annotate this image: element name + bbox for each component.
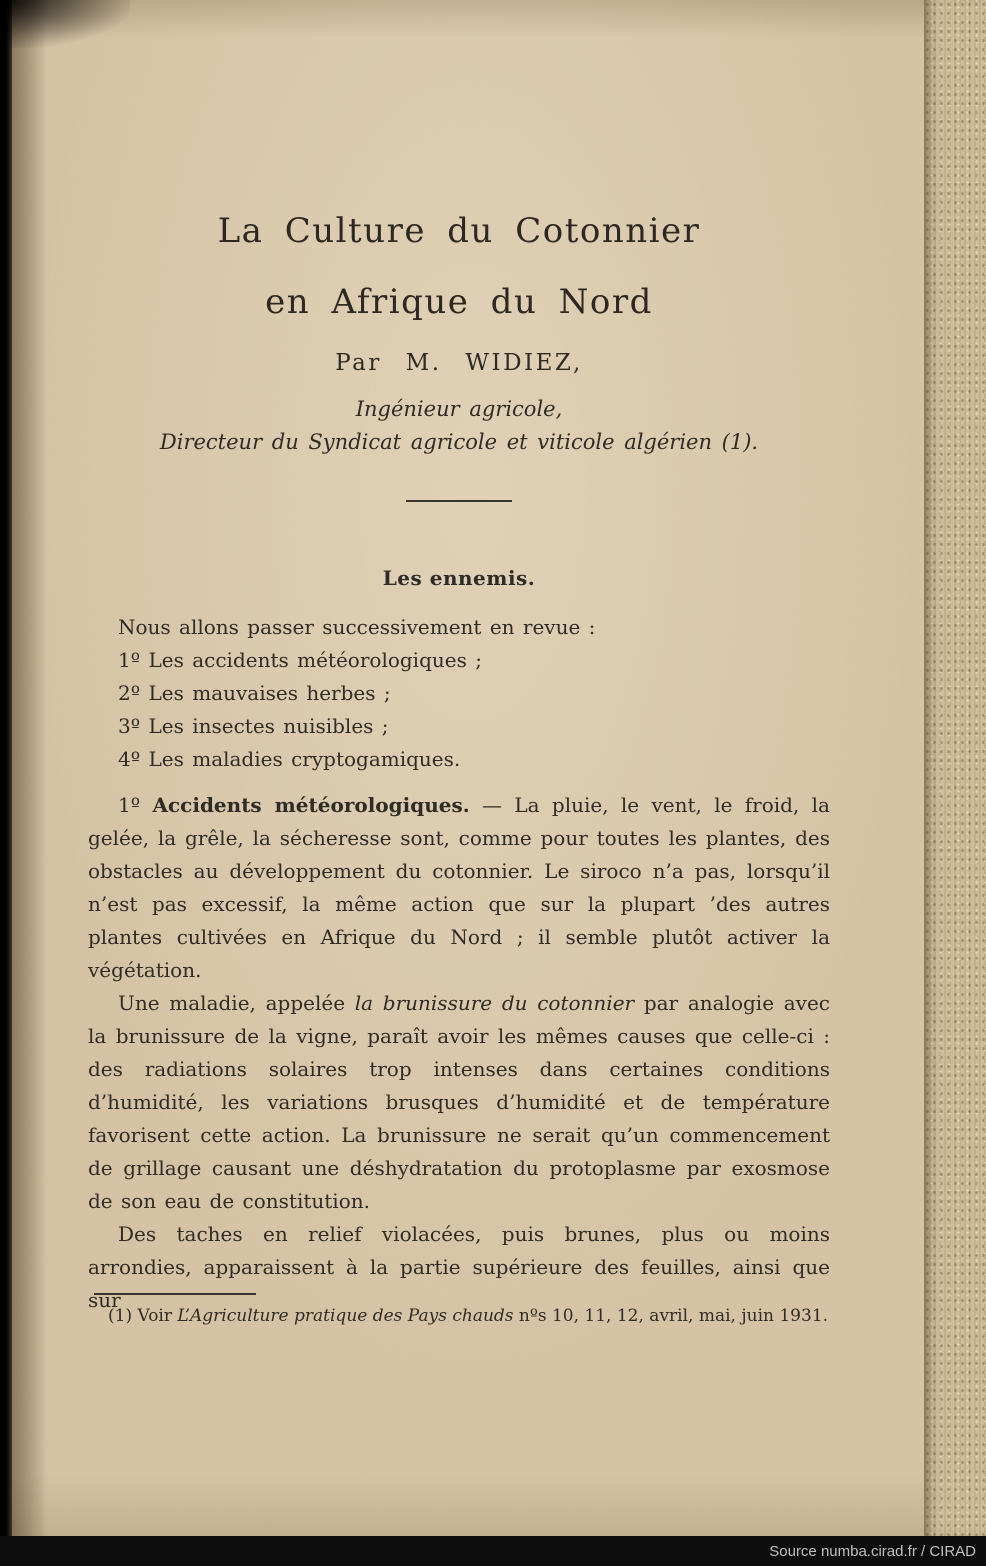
source-credit: Source numba.cirad.fr / CIRAD (769, 1542, 976, 1560)
paragraph-body: par analogie avec la brunissure de la vigne, paraît avoir les mêmes causes que celle-ci : des radiations solaires trop intenses dans certaines conditions d’humidité, les variations brusques d’humidité et de température favorisent cette action. La brunissure ne serait qu’un commencement de grillage causant une déshydratation du protoplasme par exosmose de son eau de constitution. (88, 991, 830, 1213)
footnote-divider (94, 1293, 256, 1295)
title-line-2: en Afrique du Nord (265, 282, 653, 322)
list-item: 1º Les accidents météorologiques ; (118, 648, 482, 672)
top-left-shadow (0, 0, 130, 48)
byline: Par M. WIDIEZ, (335, 350, 583, 376)
author-roles (88, 393, 830, 459)
footnote-body: nºs 10, 11, 12, avril, mai, juin 1931. (513, 1306, 829, 1326)
author-role-1: Ingénieur agricole, (355, 397, 563, 421)
book-binding (0, 0, 12, 1536)
paragraph-lead-bold: Accidents météorologiques. (152, 793, 470, 817)
title-divider (406, 500, 512, 502)
paragraph-taches: Des taches en relief violacées, puis brunes, plus ou moins arrondies, apparaissent à la partie supérieure des feuilles, ainsi que sur (88, 1222, 830, 1312)
body-text (88, 611, 830, 1317)
list-item: 2º Les mauvaises herbes ; (118, 681, 391, 705)
paragraph-body: — La pluie, le vent, le froid, la gelée, la grêle, la sécheresse sont, comme pour toutes les plantes, des obstacles au développement du cotonnier. Le siroco n’a pas, lorsqu’il n’est pas excessif, la même action que sur la plupart ’des autres plantes cultivées en Afrique du Nord ; il semble plutôt activer la végétation. (88, 793, 830, 982)
paragraph-brunissure (88, 987, 830, 1218)
title-line-1: La Culture du Cotonnier (217, 211, 701, 251)
italic-phrase: la brunissure du cotonnier (354, 991, 635, 1015)
footnote-body: (1) Voir (108, 1306, 178, 1326)
paragraph-body: Une maladie, appelée (118, 991, 355, 1015)
source-bar (0, 1536, 986, 1566)
page-content (88, 0, 830, 1536)
enumerated-list (88, 644, 830, 776)
section-heading: Les ennemis. (382, 566, 536, 590)
list-item: 4º Les maladies cryptogamiques. (118, 747, 461, 771)
article-title (88, 196, 830, 338)
footnote (88, 1293, 830, 1329)
list-item: 3º Les insectes nuisibles ; (118, 714, 389, 738)
gutter-shadow (12, 0, 46, 1536)
paragraph-number: 1º (118, 793, 153, 817)
page-fore-edge-texture (924, 0, 986, 1536)
paragraph-accidents (88, 789, 830, 987)
footnote-text (88, 1304, 830, 1329)
author-role-2: Directeur du Syndicat agricole et viticole algérien (1). (159, 430, 759, 454)
intro-line: Nous allons passer successivement en revue : (118, 615, 596, 639)
footnote-italic-title: L’Agriculture pratique des Pays chauds (177, 1306, 514, 1326)
